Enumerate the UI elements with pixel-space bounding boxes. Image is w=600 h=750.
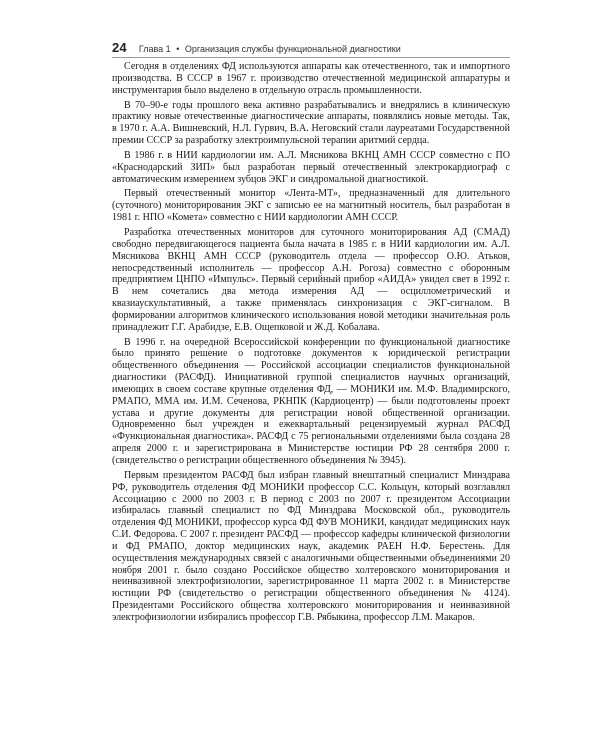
header-rule <box>112 57 510 58</box>
section-title: Организация службы функциональной диагностики <box>184 44 401 54</box>
paragraph: Сегодня в отделениях ФД используются аппараты как отечественного, так и импортного производства. В СССР в 1967 г. производство отечественной медицинской аппаратуры и инструментария было выделено в отдельную отрасль промышленности. <box>112 61 510 96</box>
bullet-separator: • <box>176 44 180 54</box>
running-header <box>112 40 510 56</box>
page-number: 24 <box>112 40 127 55</box>
paragraph: Первый отечественный монитор «Лента-МТ», предназначенный для длительного (суточного) мониторирования ЭКГ с записью ее на магнитный носитель, был разработан в 1981 г. НПО «Комета» совместно с НИИ кардиологии АМН СССР. <box>112 188 510 224</box>
paragraph: Разработка отечественных мониторов для суточного мониторирования АД (СМАД) свободно передвигающегося пациента была начата в 1985 г. в НИИ кардиологии им. А.Л. Мясникова ВКНЦ АМН СССР (руководитель отдела — профессор О.Ю. Атьков, непосредственный исполнитель — профессор А.Н. Рогоза) совместно с оборонным предприятием ЦНПО «Импульс». Первый серийный прибор «АИДА» увидел свет в 1992 г. В нем сочетались два метода измерения АД — осциллометрический и квазиаускультативный, а также применялась синхронизация с ЭКГ-сигналом. В формировании алгоритмов клинического использования новой методики значительная роль принадлежит Г.Г. Арабидзе, Е.В. Ощепковой и Ж.Д. Кобалава. <box>112 226 510 333</box>
paragraph: В 1986 г. в НИИ кардиологии им. А.Л. Мясникова ВКНЦ АМН СССР совместно с ПО «Краснодарский ЗИП» был разработан первый отечественный электрокардиограф с автоматическим измерением зубцов ЭКГ и синдромальной диагностикой. <box>112 149 510 185</box>
paragraph: Первым президентом РАСФД был избран главный внештатный специалист Минздрава РФ, руководитель отделения ФД МОНИКИ профессор С.С. Кольцун, который возглавлял Ассоциацию с 2000 по 2003 г. В период с 2003 по 2007 г. президентом Ассоциации избиралась главный специалист по ФД Минздрава Московской обл., руководитель отделения ФД МОНИКИ, профессор курса ФД ФУВ МОНИКИ, кандидат медицинских наук С.И. Федорова. С 2007 г. президент РАСФД — профессор кафедры клинической физиологии и ФД РМАПО, доктор медицинских наук, академик РАЕН Н.Ф. Берестень. Для осуществления международных связей с аналогичными общественными объединениями 20 ноября 2001 г. было создано Российское общество холтеровского мониторирования и неинвазивной электрофизиологии, зарегистрированное 11 марта 2002 г. в Министерстве юстиции РФ (свидетельство о регистрации общественного объединения № 4124). Президентами Российского общества холтеровского мониторирования и неинвазивной электрофизиологии избирались профессор Г.В. Рябыкина, профессор Л.М. Макаров. <box>112 469 510 623</box>
paragraph: В 1996 г. на очередной Всероссийской конференции по функциональной диагностике было принято решение о подготовке документов к юридической регистрации общественного объединения — Российской ассоциации специалистов функциональной диагностики (РАСФД). Инициативной группой специалистов научных организаций, имеющих в своем составе крупные отделения ФД, — МОНИКИ им. М.Ф. Владимирского, РМАПО, ММА им. И.М. Сеченова, РКНПК (Кардиоцентр) — были подготовлены проект устава и другие документы для регистрации новой общественной организации. Одновременно был учрежден и ежеквартальный рецензируемый журнал РАСФД «Функциональная диагностика». РАСФД с 75 региональными отделениями была создана 28 апреля 2000 г. и зарегистрирована в Министерстве юстиции РФ 28 сентября 2000 г. (свидетельство о регистрации общественного объединения № 3945). <box>112 336 510 466</box>
paragraph: В 70–90-е годы прошлого века активно разрабатывались и внедрялись в клиническую практику новые отечественные диагностические аппараты, появлялись новые методы. Так, в 1970 г. А.А. Вишневский, Н.Л. Гурвич, В.А. Неговский стали лауреатами Государственной премии СССР за разработку электроимпульсной терапии аритмий сердца. <box>112 99 510 147</box>
chapter-label: Глава 1 <box>138 44 171 54</box>
running-head-text <box>139 44 401 54</box>
body-text <box>112 61 510 627</box>
